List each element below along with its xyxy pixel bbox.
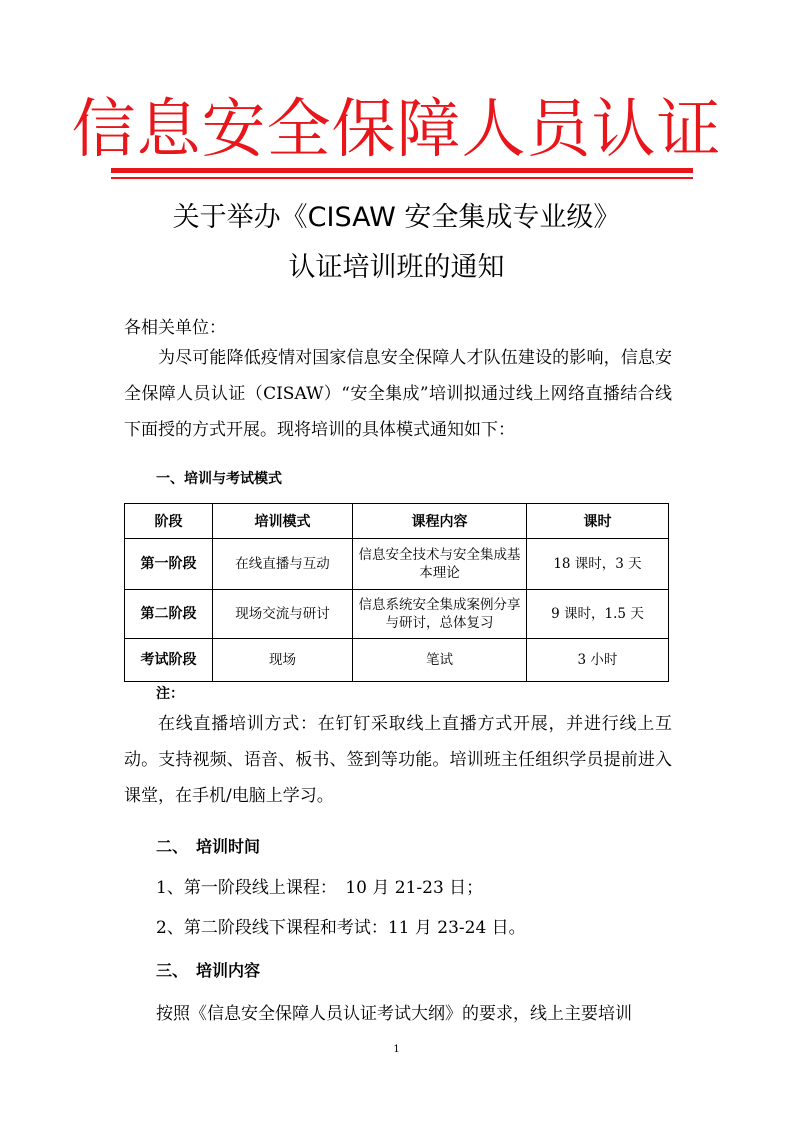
- section-heading-time: 二、 培训时间: [156, 837, 261, 856]
- table-cell-hours: 9 课时，1.5 天: [527, 590, 669, 639]
- banner-rule-thin: [111, 177, 693, 179]
- table-cell-stage: 第一阶段: [125, 539, 213, 590]
- table-header-cell: 课时: [527, 504, 669, 539]
- table-header-cell: 课程内容: [353, 504, 527, 539]
- table-cell-content: 笔试: [353, 639, 527, 682]
- banner-title: 信息安全保障人员认证: [71, 93, 722, 167]
- notice-title-line1: 关于举办《CISAW 安全集成专业级》: [172, 202, 621, 233]
- note-label: 注：: [156, 686, 184, 702]
- section-heading-content: 三、 培训内容: [156, 961, 261, 980]
- table-header-cell: 阶段: [125, 504, 213, 539]
- table-header-cell: 培训模式: [213, 504, 353, 539]
- table-cell-stage: 第二阶段: [125, 590, 213, 639]
- table-cell-content: 信息系统安全集成案例分享与研讨，总体复习: [353, 590, 527, 639]
- table-cell-mode: 现场: [213, 639, 353, 682]
- time-item-1: 1、第一阶段线上课程： 10 月 21-23 日；: [156, 878, 484, 898]
- table-cell-mode: 在线直播与互动: [213, 539, 353, 590]
- content-paragraph: 按照《信息安全保障人员认证考试大纲》的要求，线上主要培训: [156, 1004, 632, 1024]
- table-cell-stage: 考试阶段: [125, 639, 213, 682]
- note-paragraph: 在线直播培训方式：在钉钉采取线上直播方式开展，并进行线上互动。支持视频、语音、板书、签到等功能。培训班主任组织学员提前进入课堂，在手机/电脑上学习。: [124, 714, 672, 806]
- training-table: [124, 503, 669, 682]
- table-row: [125, 639, 669, 682]
- notice-title-line2: 认证培训班的通知: [288, 252, 505, 283]
- time-item-2: 2、第二阶段线下课程和考试：11 月 23-24 日。: [156, 918, 526, 938]
- intro-paragraph: 为尽可能降低疫情对国家信息安全保障人才队伍建设的影响，信息安全保障人员认证（CISAW）“安全集成”培训拟通过线上网络直播结合线下面授的方式开展。现将培训的具体模式通知如下：: [124, 348, 672, 440]
- table-row: [125, 590, 669, 639]
- page-number: 1: [393, 1044, 400, 1055]
- table-header-row: [125, 504, 669, 539]
- table-cell-content: 信息安全技术与安全集成基本理论: [353, 539, 527, 590]
- table-cell-mode: 现场交流与研讨: [213, 590, 353, 639]
- salutation: 各相关单位：: [124, 318, 226, 338]
- table-cell-hours: 3 小时: [527, 639, 669, 682]
- banner-rule-thick: [111, 168, 693, 173]
- table-row: [125, 539, 669, 590]
- section-heading-mode: 一、培训与考试模式: [156, 471, 282, 487]
- table-cell-hours: 18 课时，3 天: [527, 539, 669, 590]
